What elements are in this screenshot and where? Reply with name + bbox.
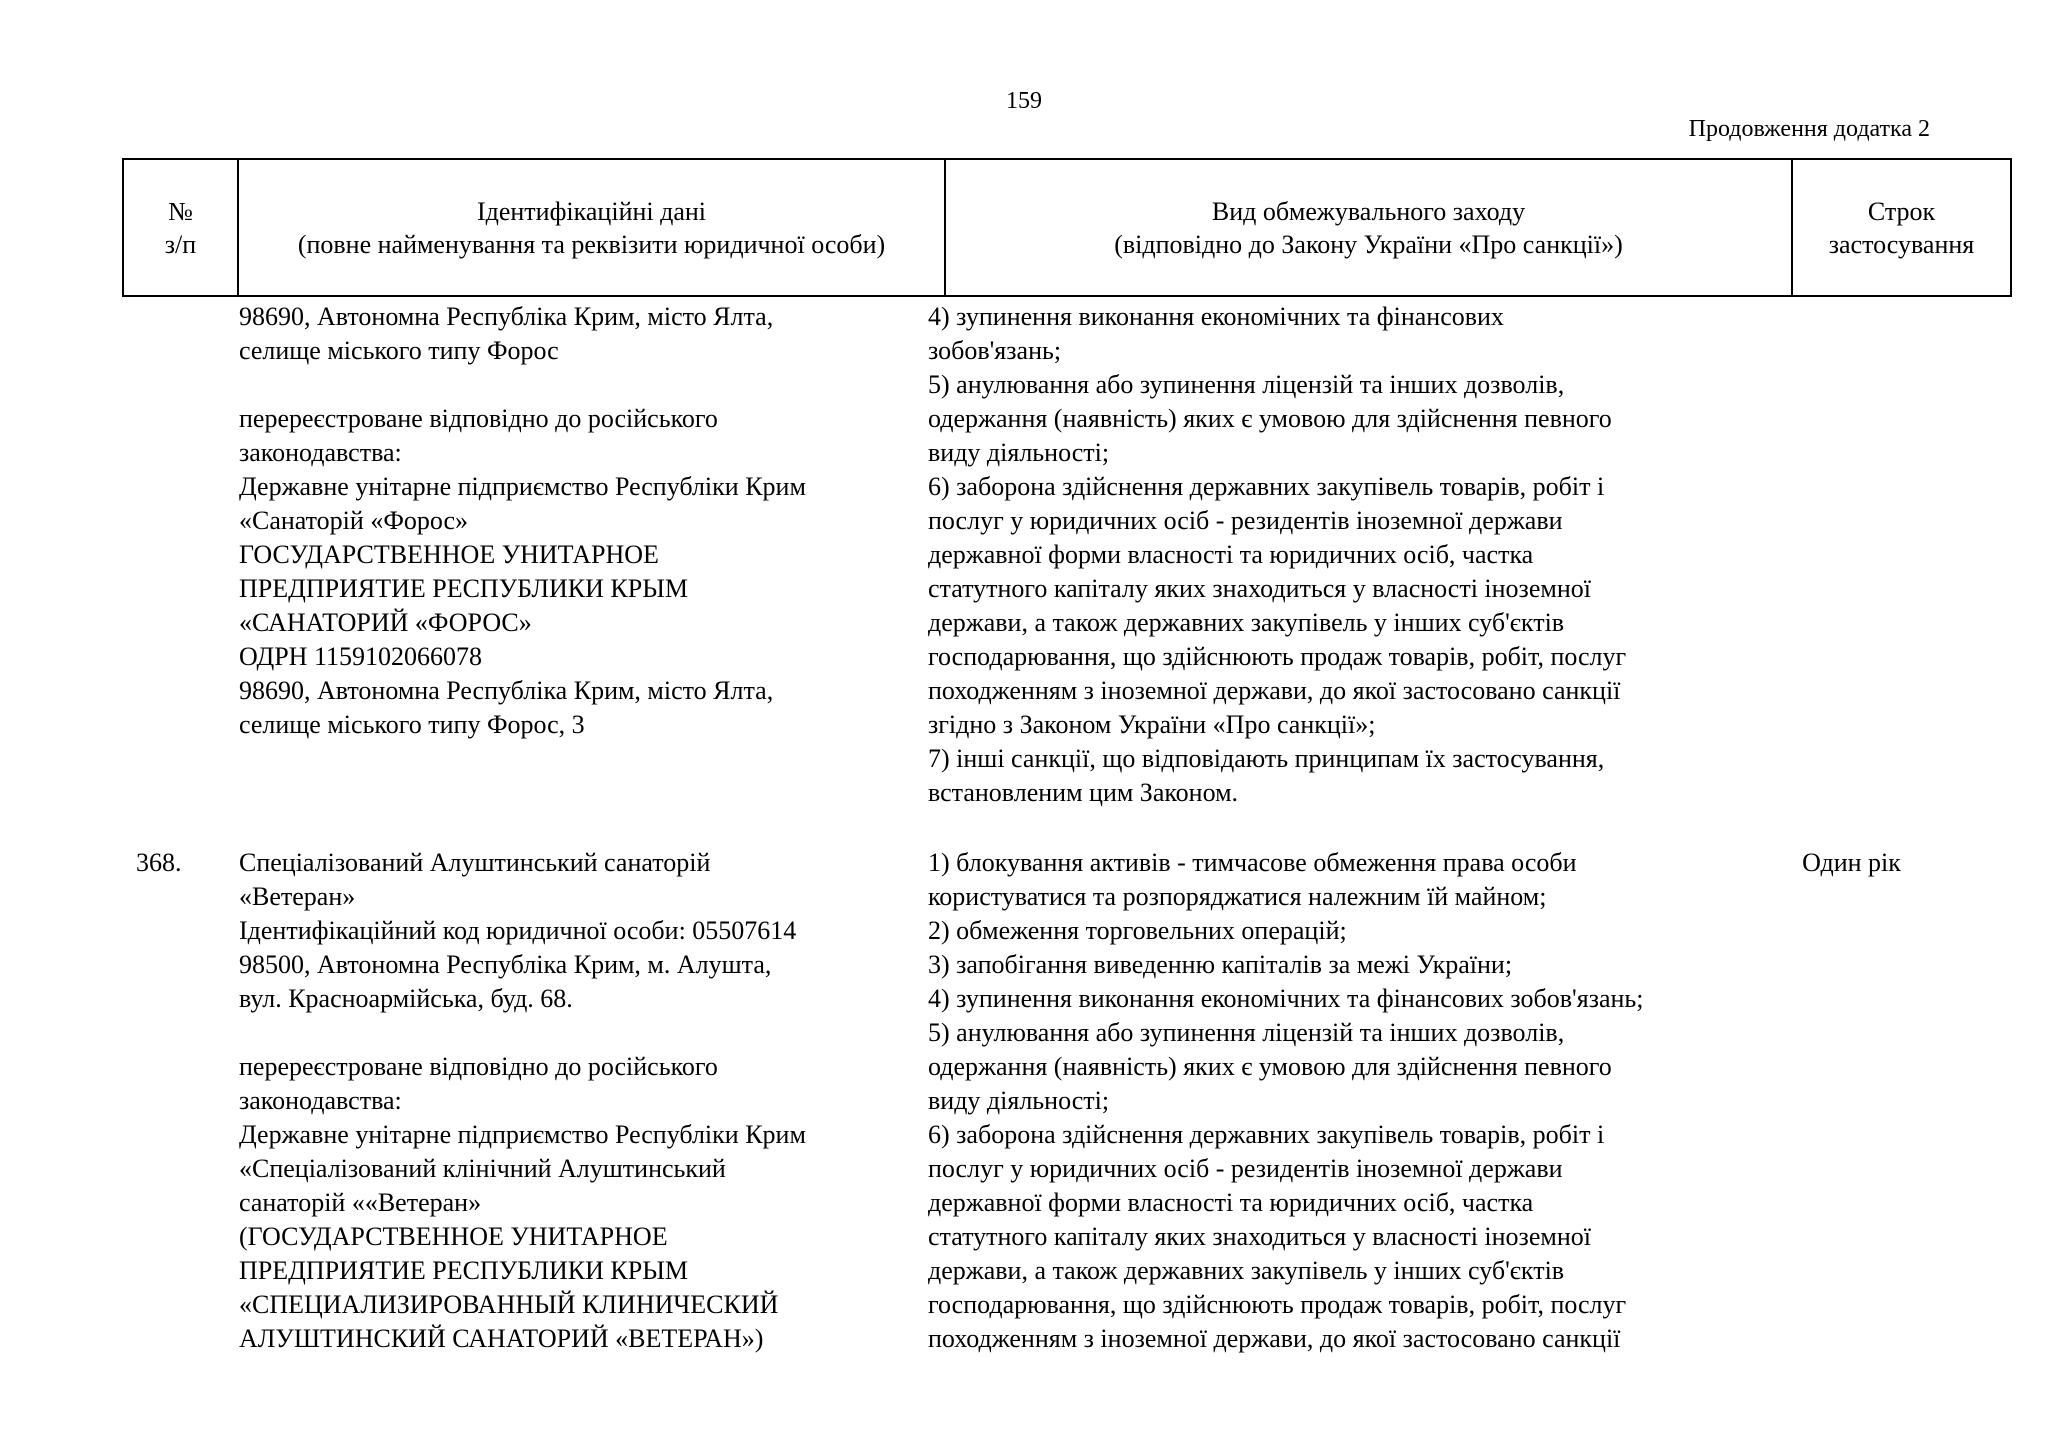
header-term-line: Строк (1867, 196, 1936, 226)
identification-line: ГОСУДАРСТВЕННОЕ УНИТАРНОЕ (239, 540, 659, 569)
identification-line: Державне унітарне підприємство Республіки Крим (239, 472, 806, 501)
continuation-label: Продовження додатка 2 (1688, 116, 1930, 142)
measure-line: виду діяльності; (928, 1086, 1110, 1115)
measure-line: виду діяльності; (928, 438, 1110, 467)
identification-line: селище міського типу Форос, 3 (239, 710, 585, 739)
identification-line: санаторій ««Ветеран» (239, 1188, 482, 1217)
identification-line: ПРЕДПРИЯТИЕ РЕСПУБЛИКИ КРЫМ (239, 1256, 689, 1285)
identification-line: ПРЕДПРИЯТИЕ РЕСПУБЛИКИ КРЫМ (239, 574, 689, 603)
measure-line: одержання (наявність) яких є умовою для здійснення певного (928, 404, 1612, 433)
identification-line: Ідентифікаційний код юридичної особи: 05507614 (239, 916, 797, 945)
header-num (123, 159, 238, 296)
measure-line: 1) блокування активів - тимчасове обмеження права особи (928, 848, 1577, 877)
measure-line: держави, а також державних закупівель у інших суб'єктів (928, 608, 1565, 637)
measure-line: походженням з іноземної держави, до якої застосовано санкції (928, 676, 1621, 705)
header-measure (945, 159, 1792, 296)
identification-line: ОДРН 1159102066078 (239, 642, 482, 671)
identification-line: законодавства: (239, 438, 402, 467)
identification-line: 98690, Автономна Республіка Крим, місто Ялта, (239, 302, 774, 331)
identification-line: перереєстроване відповідно до російського (239, 404, 718, 433)
identification-line: Спеціалізований Алуштинський санаторій (239, 848, 711, 877)
header-num-line: № (168, 196, 193, 226)
measure-line: статутного капіталу яких знаходиться у власності іноземної (928, 574, 1591, 603)
header-identification-line: Ідентифікаційні дані (476, 196, 707, 226)
entry-gap (122, 810, 1954, 846)
identification-line: селище міського типу Форос (239, 336, 559, 365)
measure-line: державної форми власності та юридичних осіб, частка (928, 1188, 1534, 1217)
measure-line: державної форми власності та юридичних осіб, частка (928, 540, 1534, 569)
table-row (122, 300, 1954, 810)
measure-line: 7) інші санкції, що відповідають принципам їх застосування, (928, 744, 1605, 773)
measure-line: статутного капіталу яких знаходиться у власності іноземної (928, 1222, 1591, 1251)
identification-line: 98690, Автономна Республіка Крим, місто Ялта, (239, 676, 774, 705)
identification-line: вул. Красноармійська, буд. 68. (239, 984, 573, 1013)
page-number: 159 (1006, 88, 1042, 114)
identification-line: Державне унітарне підприємство Республіки Крим (239, 1120, 806, 1149)
entry-identification (223, 846, 916, 1356)
measure-line: 2) обмеження торговельних операцій; (928, 916, 1347, 945)
identification-line: «Санаторій «Форос» (239, 506, 469, 535)
measure-line: зобов'язань; (928, 336, 1062, 365)
identification-line: «Спеціалізований клінічний Алуштинський (239, 1154, 726, 1183)
measure-line: 4) зупинення виконання економічних та фінансових зобов'язань; (928, 984, 1644, 1013)
entry-number (122, 846, 223, 880)
identification-line: (ГОСУДАРСТВЕННОЕ УНИТАРНОЕ (239, 1222, 668, 1251)
identification-line: АЛУШТИНСКИЙ САНАТОРИЙ «ВЕТЕРАН») (239, 1324, 764, 1353)
entry-measures (916, 300, 1749, 810)
measure-line: послуг у юридичних осіб - резидентів іноземної держави (928, 506, 1563, 535)
measure-line: 4) зупинення виконання економічних та фінансових (928, 302, 1504, 331)
header-num-line: з/п (164, 229, 197, 259)
measure-line: згідно з Законом України «Про санкції»; (928, 710, 1376, 739)
measure-line: встановленим цим Законом. (928, 778, 1239, 807)
header-term (1792, 159, 2011, 296)
measure-line: 6) заборона здійснення державних закупівель товарів, робіт і (928, 472, 1605, 501)
entry-identification (223, 300, 916, 742)
measure-line: господарювання, що здійснюють продаж товарів, робіт, послуг (928, 642, 1627, 671)
measure-line: 3) запобігання виведенню капіталів за межі України; (928, 950, 1513, 979)
identification-line: 98500, Автономна Республіка Крим, м. Алушта, (239, 950, 772, 979)
entry-number-text: 368. (136, 848, 182, 877)
entry-term (1749, 846, 1954, 880)
header-term-line: застосування (1828, 229, 1975, 259)
identification-line: «Ветеран» (239, 882, 356, 911)
measure-line: послуг у юридичних осіб - резидентів іноземної держави (928, 1154, 1563, 1183)
identification-line (239, 1016, 916, 1050)
entry-term-text: Один рік (1802, 848, 1901, 877)
header-identification-line: (повне найменування та реквізити юридичної особи) (297, 229, 886, 259)
measure-line: походженням з іноземної держави, до якої застосовано санкції (928, 1324, 1621, 1353)
identification-line: законодавства: (239, 1086, 402, 1115)
header-measure-line: (відповідно до Закону України «Про санкції») (1114, 229, 1623, 259)
identification-line: «САНАТОРИЙ «ФОРОС» (239, 608, 532, 637)
identification-line (239, 368, 916, 402)
header-measure-line: Вид обмежувального заходу (1211, 196, 1526, 226)
measure-line: держави, а також державних закупівель у інших суб'єктів (928, 1256, 1565, 1285)
identification-line: перереєстроване відповідно до російського (239, 1052, 718, 1081)
measure-line: 6) заборона здійснення державних закупівель товарів, робіт і (928, 1120, 1605, 1149)
measure-line: 5) анулювання або зупинення ліцензій та інших дозволів, (928, 1018, 1565, 1047)
table-body (122, 300, 1954, 1356)
identification-line: «СПЕЦИАЛИЗИРОВАННЫЙ КЛИНИЧЕСКИЙ (239, 1290, 779, 1319)
measure-line: користуватися та розпоряджатися належним їй майном; (928, 882, 1547, 911)
table-header (122, 158, 2012, 297)
entry-measures (916, 846, 1749, 1356)
header-identification (238, 159, 945, 296)
measure-line: 5) анулювання або зупинення ліцензій та інших дозволів, (928, 370, 1565, 399)
measure-line: господарювання, що здійснюють продаж товарів, робіт, послуг (928, 1290, 1627, 1319)
table-row (122, 846, 1954, 1356)
measure-line: одержання (наявність) яких є умовою для здійснення певного (928, 1052, 1612, 1081)
